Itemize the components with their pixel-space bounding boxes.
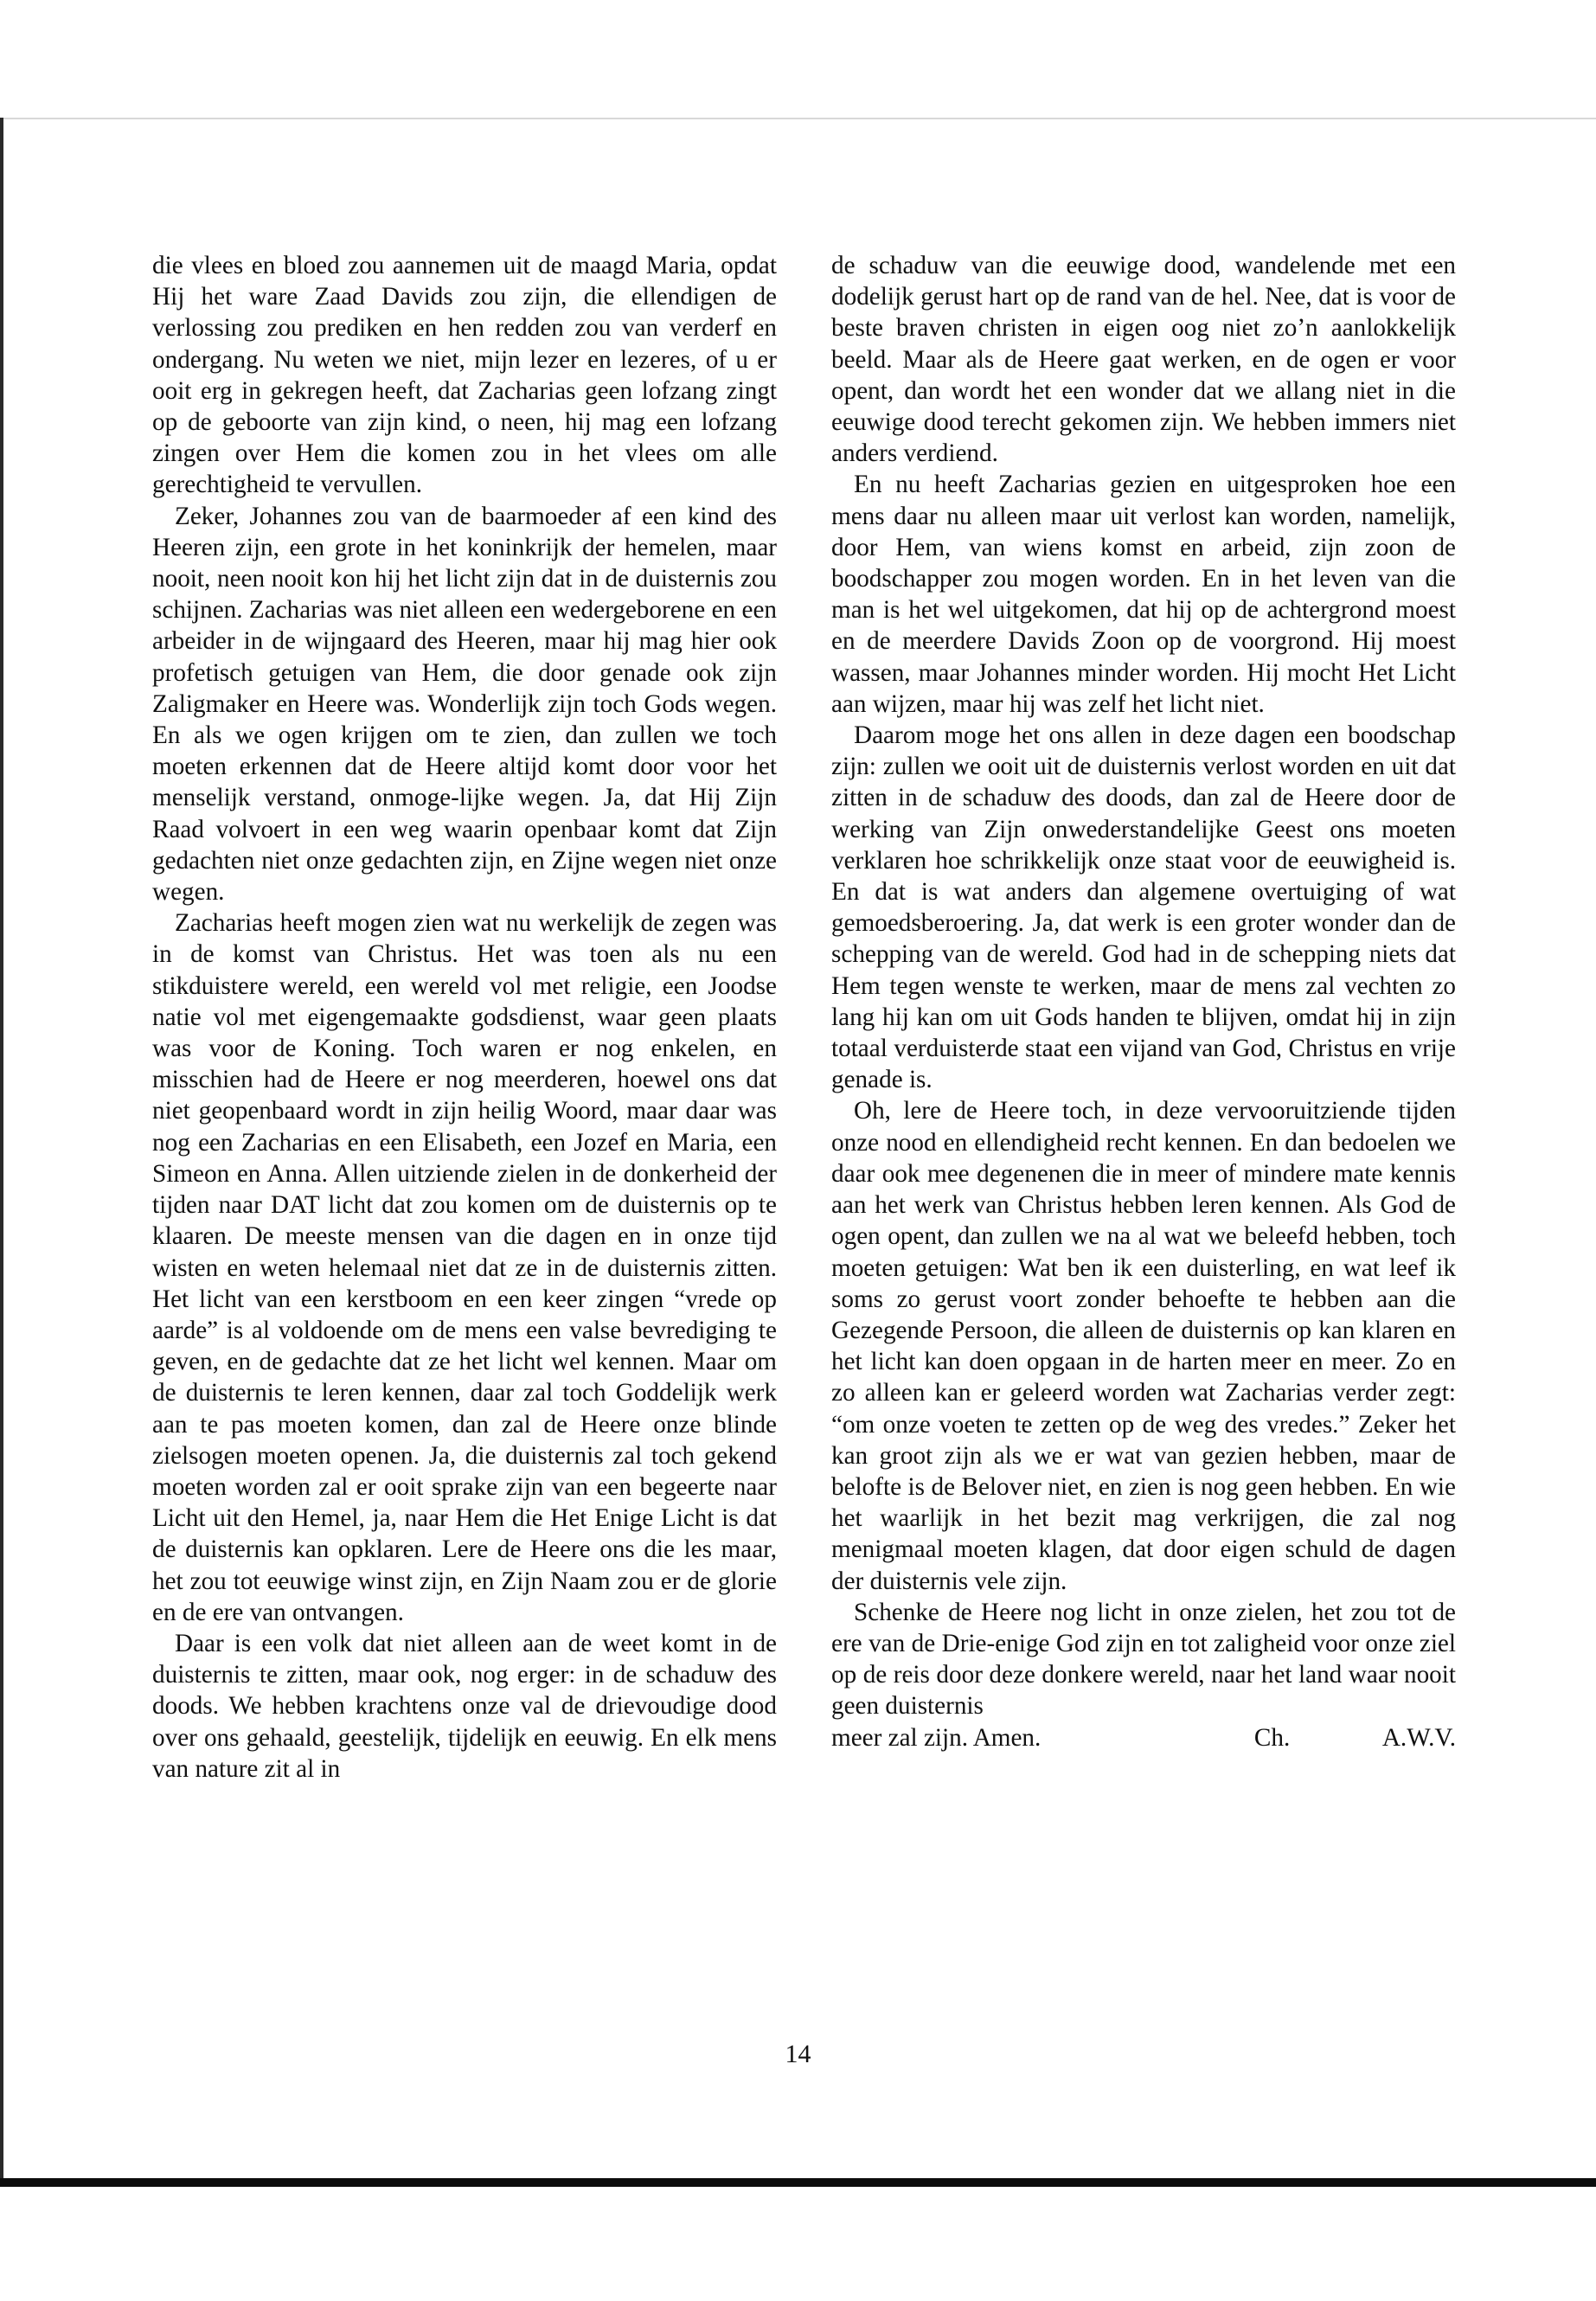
closing-line: meer zal zijn. Amen.: [831, 1723, 1042, 1752]
right-paragraph-2: En nu heeft Zacharias gezien en uitgesproken hoe een mens daar nu alleen maar uit verlost kan worden, namelijk, door Hem, van wiens komst en arbeid, zijn zoon de boodschapper zou mogen worden. En in het leven van die man is het wel uitgekomen, dat hij op de achtergrond moest en de meerdere Davids Zoon op de voorgrond. Hij moest wassen, maar Johannes minder worden. Hij mocht Het Licht aan wijzen, maar hij was zelf het licht niet.: [831, 471, 1456, 718]
right-paragraph-3: Daarom moge het ons allen in deze dagen een boodschap zijn: zullen we ooit uit de duisternis verlost worden en uit dat zitten in de schaduw des doods, dan zal de Heere door de werking van Zijn onwederstandelijke Geest ons moeten verklaren hoe schrikkelijk onze staat voor de eeuwigheid is. En dat is wat anders dan algemene overtuiging of wat gemoedsberoering. Ja, dat werk is een groter wonder dan de schepping van de wereld. God had in de schepping niets dat Hem tegen wenste te werken, maar de mens zal vechten zo lang hij kan om uit Gods handen te blijven, omdat hij in zijn totaal verduisterde staat een vijand van God, Christus en vrije genade is.: [831, 721, 1456, 1094]
right-paragraph-4: Oh, lere de Heere toch, in deze vervooruitziende tijden onze nood en ellendigheid recht kennen. En dan bedoelen we daar ook mee degenenen die in meer of mindere mate kennis aan het werk van Christus hebben leren kennen. Als God de ogen opent, dan zullen we na al wat we beleefd hebben, toch moeten getuigen: Wat ben ik een duisterling, en wat leef ik soms zo gerust voort zonder behoefte te hebben aan die Gezegende Persoon, die alleen de duisternis op kan klaren en het licht kan doen opgaan in de harten meer en meer. Zo en zo alleen kan er geleerd worden wat Zacharias verder zegt: “om onze voeten te zetten op de weg des vredes.” Zeker het kan groot zijn als we er wat van gezien hebben, maar de belofte is de Belover niet, en zien is nog geen hebben. En wie het waarlijk in het bezit mag verkrijgen, die zal nog menigmaal moeten klagen, dat door eigen schuld de dagen der duisternis vele zijn.: [831, 1097, 1456, 1595]
signature-line: [831, 1722, 1456, 1753]
signature-ch: Ch.: [1253, 1723, 1291, 1752]
left-paragraph-1: die vlees en bloed zou aannemen uit de maagd Maria, opdat Hij het ware Zaad Davids zou zijn, die ellendigen de verlossing zou prediken en hen redden zou van verderf en ondergang. Nu weten we niet, mijn lezer en lezeres, of u er ooit erg in gekregen heeft, dat Zacharias geen lofzang zingt op de geboorte van zijn kind, o neen, hij mag een lofzang zingen over Hem die komen zou in het vlees om alle gerechtigheid te vervullen.: [152, 252, 777, 499]
scan-edge-left: [0, 118, 3, 2187]
page-number: 14: [785, 2040, 811, 2068]
left-column: [152, 250, 777, 1785]
scan-edge-bottom: [0, 2178, 1596, 2187]
right-paragraph-1: de schaduw van die eeuwige dood, wandelende met een dodelijk gerust hart op de rand van de hel. Nee, dat is voor de beste braven christen in eigen oog niet zo’n aanlokkelijk beeld. Maar als de Heere gaat werken, en de ogen er voor opent, dan wordt het een wonder dat we allang niet in die eeuwige dood terecht gekomen zijn. We hebben immers niet anders verdiend.: [831, 252, 1456, 468]
right-column: [831, 250, 1456, 1753]
signature-initials: A.W.V.: [1381, 1723, 1456, 1752]
left-paragraph-2: Zeker, Johannes zou van de baarmoeder af een kind des Heeren zijn, een grote in het koninkrijk der hemelen, maar nooit, neen nooit kon hij het licht zijn dat in de duisternis zou schijnen. Zacharias was niet alleen een wedergeborene en een arbeider in de wijngaard des Heeren, maar hij mag hier ook profetisch getuigen van Hem, die door genade ook zijn Zaligmaker en Heere was. Wonderlijk zijn toch Gods wegen. En als we ogen krijgen om te zien, dan zullen we toch moeten erkennen dat de Heere altijd komt door voor het menselijk verstand, onmoge-lijke wegen. Ja, dat Hij Zijn Raad volvoert in een weg waarin openbaar komt dat Zijn gedachten niet onze gedachten zijn, en Zijne wegen niet onze wegen.: [152, 502, 777, 907]
scan-edge-top: [0, 118, 1596, 119]
left-paragraph-3: Zacharias heeft mogen zien wat nu werkelijk de zegen was in de komst van Christus. Het was toen als nu een stikduistere wereld, een wereld vol met religie, een Joodse natie vol met eigengemaakte godsdienst, waar geen plaats was voor de Koning. Toch waren er nog enkelen, en misschien had de Heere er nog meerderen, hoewel ons dat niet geopenbaard wordt in zijn heilig Woord, maar daar was nog een Zacharias en een Elisabeth, een Jozef en Maria, een Simeon en Anna. Allen uitziende zielen in de donkerheid der tijden naar DAT licht dat zou komen om de duisternis op te klaaren. De meeste mensen van die dagen en in onze tijd wisten en weten helemaal niet dat ze in de duisternis zitten. Het licht van een kerstboom en een keer zingen “vrede op aarde” is al voldoende om de mens een valse bevrediging te geven, en de gedachte dat ze het licht wel kennen. Maar om de duisternis te leren kennen, daar zal toch Goddelijk werk aan te pas moeten komen, dan zal de Heere onze blinde zielsogen moeten openen. Ja, die duisternis zal toch gekend moeten worden zal er ooit sprake zijn van een begeerte naar Licht uit den Hemel, ja, naar Hem die Het Enige Licht is dat de duisternis kan opklaren. Lere de Heere ons die les maar, het zou tot eeuwige winst zijn, en Zijn Naam zou er de glorie en de ere van ontvangen.: [152, 909, 777, 1626]
right-paragraph-5: Schenke de Heere nog licht in onze zielen, het zou tot de ere van de Drie-enige God zijn en tot zaligheid voor onze ziel op de reis door deze donkere wereld, naar het land waar nooit geen duisternis: [831, 1598, 1456, 1721]
left-paragraph-4: Daar is een volk dat niet alleen aan de weet komt in de duisternis te zitten, maar ook, nog erger: in de schaduw des doods. We hebben krachtens onze val de drievoudige dood over ons gehaald, geestelijk, tijdelijk en eeuwig. En elk mens van nature zit al in: [152, 1629, 777, 1783]
